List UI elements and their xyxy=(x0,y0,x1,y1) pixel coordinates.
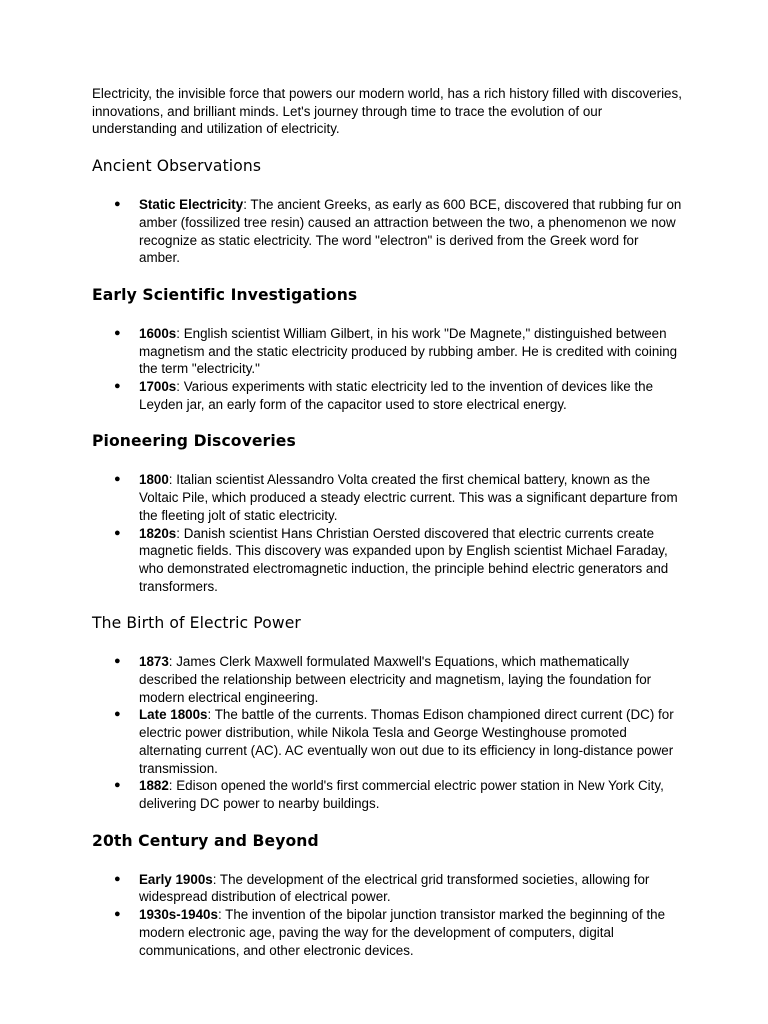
bullet-icon: ● xyxy=(114,872,121,885)
bullet-list xyxy=(92,471,682,595)
section-pioneering-discoveries xyxy=(92,431,682,595)
list-item xyxy=(92,777,682,812)
item-term: 1700s xyxy=(139,379,177,395)
item-text: : The battle of the currents. Thomas Edison championed direct current (DC) for electric power distribution, while Nikola Tesla and George Westinghouse promoted alternating current (AC). AC eventually won out due to its efficiency in long-distance power transmission. xyxy=(139,707,674,776)
item-term: Early 1900s xyxy=(139,871,213,887)
section-heading: Ancient Observations xyxy=(92,157,262,176)
list-item xyxy=(92,471,682,524)
bullet-list xyxy=(92,653,682,812)
item-text: : English scientist William Gilbert, in his work "De Magnete," distinguished between magnetism and the static electricity produced by rubbing amber. He is credited with coining the term "electricity." xyxy=(139,325,678,377)
list-item xyxy=(92,525,682,596)
item-term: 1873 xyxy=(139,654,169,670)
section-heading: Early Scientific Investigations xyxy=(92,285,358,304)
bullet-icon: ● xyxy=(114,526,121,539)
item-text: : The invention of the bipolar junction transistor marked the beginning of the modern electronic age, paving the way for the development of computers, digital communications, and other electronic devices. xyxy=(139,907,666,958)
section-20th-century-and-beyond xyxy=(92,831,682,960)
bullet-icon: ● xyxy=(114,779,121,792)
section-ancient-observations xyxy=(92,156,682,267)
bullet-icon: ● xyxy=(114,198,121,211)
item-term: Static Electricity xyxy=(139,197,244,213)
item-text: : Italian scientist Alessandro Volta created the first chemical battery, known as the Voltaic Pile, which produced a steady electric current. This was a significant departure from the fleeting jolt of static electricity. xyxy=(139,472,678,523)
section-heading: 20th Century and Beyond xyxy=(92,831,319,850)
item-text: : The development of the electrical grid transformed societies, allowing for widespread distribution of electrical power. xyxy=(139,871,650,905)
item-text: : James Clerk Maxwell formulated Maxwell's Equations, which mathematically described the relationship between electricity and magnetism, laying the foundation for modern electrical engineering. xyxy=(139,654,652,705)
item-term: 1882 xyxy=(139,778,169,794)
bullet-icon: ● xyxy=(114,473,121,486)
section-heading: The Birth of Electric Power xyxy=(92,614,301,633)
bullet-icon: ● xyxy=(114,908,121,921)
item-term: 1600s xyxy=(139,325,177,341)
section-heading: Pioneering Discoveries xyxy=(92,432,296,451)
list-item xyxy=(92,906,682,959)
bullet-icon: ● xyxy=(114,380,121,393)
item-text: : Danish scientist Hans Christian Oersted discovered that electric currents create magnetic fields. This discovery was expanded upon by English scientist Michael Faraday, who demonstrated electromagnetic induction, the principle behind electric generators and transformers. xyxy=(139,525,669,594)
bullet-list xyxy=(92,325,682,414)
item-term: Late 1800s xyxy=(139,707,208,723)
list-item xyxy=(92,196,682,267)
list-item xyxy=(92,325,682,378)
list-item xyxy=(92,653,682,706)
list-item xyxy=(92,706,682,777)
bullet-icon: ● xyxy=(114,655,121,668)
item-term: 1930s-1940s xyxy=(139,907,218,923)
item-text: : Various experiments with static electricity led to the invention of devices like the Leyden jar, an early form of the capacitor used to store electrical energy. xyxy=(139,379,654,412)
intro-paragraph: Electricity, the invisible force that powers our modern world, has a rich history filled with discoveries, innovations, and brilliant minds. Let's journey through time to trace the evolution of our understanding and utilization of electricity. xyxy=(92,86,682,137)
item-term: 1820s xyxy=(139,525,177,541)
bullet-icon: ● xyxy=(114,326,121,339)
list-item xyxy=(92,871,682,906)
bullet-list xyxy=(92,196,682,267)
section-early-scientific-investigations xyxy=(92,285,682,414)
document-body xyxy=(92,85,682,959)
section-birth-of-electric-power xyxy=(92,613,682,812)
item-text: : The ancient Greeks, as early as 600 BCE, discovered that rubbing fur on amber (fossilized tree resin) caused an attraction between the two, a phenomenon we now recognize as static electricity. The word "electron" is derived from the Greek word for amber. xyxy=(139,197,682,266)
item-text: : Edison opened the world's first commercial electric power station in New York City, delivering DC power to nearby buildings. xyxy=(139,778,664,811)
item-term: 1800 xyxy=(139,472,169,488)
list-item xyxy=(92,378,682,413)
bullet-list xyxy=(92,871,682,960)
bullet-icon: ● xyxy=(114,708,121,721)
